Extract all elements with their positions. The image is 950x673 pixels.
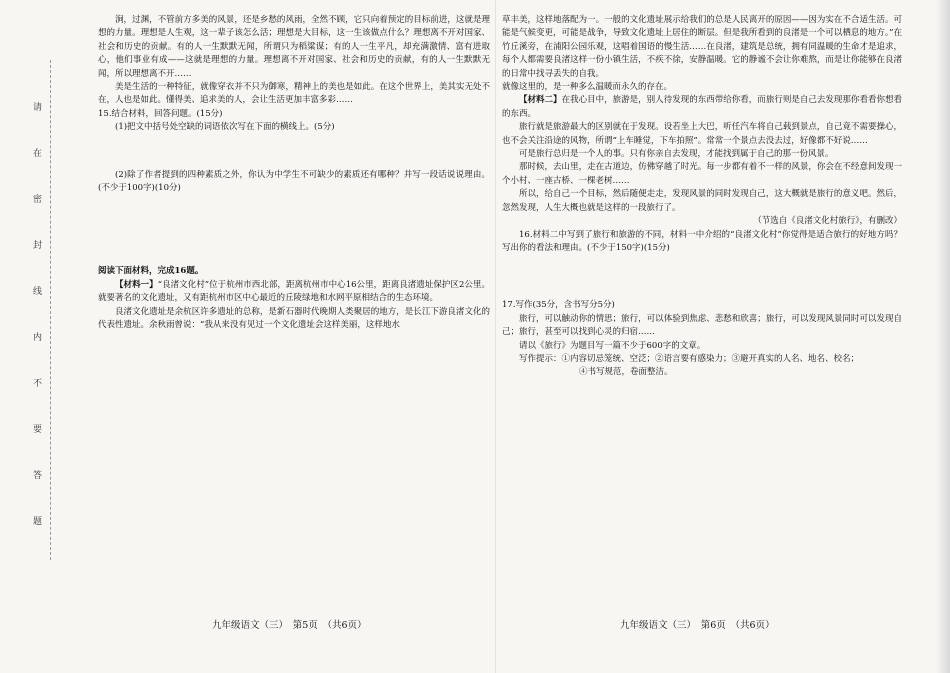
scan-edge — [936, 0, 950, 673]
question-17-hint-1: 写作提示：①内容切忌笼统、空泛；②语言要有感染力；③避开真实的人名、地名、校名； — [519, 353, 860, 364]
answer-space[interactable] — [502, 255, 902, 299]
question-17-hint-2: ④书写规范，卷面整洁。 — [579, 367, 673, 378]
question-15-title: 15.结合材料，回答问题。(15分) — [98, 108, 223, 119]
material-1-label: 【材料一】 — [115, 279, 158, 290]
binding-char: 线 — [33, 287, 43, 297]
binding-margin — [30, 60, 51, 560]
essay-paragraph: 涧，过渊，不管前方多美的风景，还是乡愁的风雨，全然不顾，它只向着预定的目标前进，这就是理想的力量。理想是人生观，这一辈子该怎么活；理想是大目标，这一生该做点什么？理想离不开对国家、社会和历史的贡献。有的人一生默默无闻，所谓只为稻粱谋；有的人一生平凡，却充满激情、富有进取心，他们事业有成——这就是理想的力量。理想离不开对国家、社会和历史的贡献，有的人一生默默无闻，所以理想离不开…… — [98, 15, 490, 79]
page-divider — [495, 0, 496, 673]
question-17-requirement: 请以《旅行》为题目写一篇不少于600字的文章。 — [519, 340, 706, 351]
material-2-paragraph: 那时候，去山里，走在古道边，仿佛穿越了时光。每一步都有着不一样的风景，你会在不经意间发现一个小村、一座古桥、一棵老树…… — [502, 162, 902, 186]
binding-char: 内 — [33, 333, 43, 343]
material-2-paragraph: 可是旅行总归是一个人的事。只有你亲自去发现，才能找到属于自己的那一份风景。 — [519, 149, 834, 160]
reading-title: 阅读下面材料，完成16题。 — [98, 266, 204, 277]
question-15-part-1: (1)把文中括号处空缺的词语依次写在下面的横线上。(5分) — [115, 122, 335, 133]
question-15-part-2: (2)除了作者提到的四种素质之外，你认为中学生不可缺少的素质还有哪种？并写一段话说说理由。(不少于100字)(10分) — [98, 169, 490, 194]
material-2-intro: 在我心目中，旅游是，别人待发现的东西带给你看，而旅行则是自己去发现那你看看你想看的东西。 — [502, 95, 902, 119]
page-5 — [98, 14, 490, 333]
binding-char: 要 — [33, 425, 43, 435]
binding-char: 请 — [33, 103, 43, 113]
question-16: 16.材料二中写到了旅行和旅游的不同，材料一中介绍的“良渚文化村”你觉得是适合旅行的好地方吗？写出你的看法和理由。(不少于150字)(15分) — [502, 229, 902, 253]
question-17-text: 旅行，可以触动你的情思；旅行，可以体验到焦虑、悲愁和欣喜；旅行，可以发现风景同时可以发现自己；旅行，甚至可以找到心灵的归宿…… — [502, 313, 902, 338]
source-note: （节选自《良渚文化村旅行》，有删改） — [753, 216, 902, 227]
answer-space[interactable] — [98, 195, 490, 265]
material-1-end: 就像这里的，是一种多么温暖而永久的存在。 — [502, 82, 673, 93]
binding-char: 封 — [33, 241, 43, 251]
binding-char: 题 — [33, 517, 43, 527]
essay-paragraph: 美是生活的一种特征，就像穿衣并不只为御寒，精神上的美也是如此。在这个世界上，美其实无处不在，人也是如此。懂得美、追求美的人，会让生活更加丰富多彩…… — [98, 82, 490, 106]
binding-char: 答 — [33, 471, 43, 481]
page-6 — [502, 14, 902, 380]
footer-page-5: 九年级语文（三） 第5页 （共6页） — [212, 620, 367, 631]
material-2-paragraph: 所以，给自己一个目标，然后随便走走，发现风景的同时发现自己，这大概就是旅行的意义吧。然后，忽然发现，人生大概也就是这样的一段旅行了。 — [502, 189, 902, 213]
material-1-continued: 草丰美，这样地落配为一。一般的文化遗址展示给我们的总是人民离开的原因——因为实在不合适生活。可能是气候变更，可能是战争，导致文化遗址上居住的断层。但是我所看到的良渚是一个可以栖息的地方。”在竹丘溪旁，在浦阳公园乐观，这唱着国语的慢生活……在良渚，建筑是总统，拥有同温暖的生命才是追求，每个人都需要良渚这样一份小镇生活，不疾不徐，安静温暖。它的静谧不会让你难熬，而是让你能够在良渚的日常中找寻丢失的自我。 — [502, 15, 902, 79]
binding-char: 密 — [33, 195, 43, 205]
answer-space[interactable] — [98, 135, 490, 169]
question-17-title: 17.写作(35分，含书写分5分) — [502, 300, 615, 311]
binding-char: 在 — [33, 149, 43, 159]
binding-char: 不 — [33, 379, 43, 389]
material-2-label: 【材料二】 — [519, 95, 562, 106]
footer-page-6: 九年级语文（三） 第6页 （共6页） — [620, 620, 775, 631]
material-1-text: “良渚文化村”位于杭州市西北部，距离杭州市中心16公里，距离良渚遗址保护区2公里。就要著名的文化遗址，又有距杭州市区中心最近的丘陵绿地和水网平原相结合的生态环境。 — [98, 279, 490, 304]
material-2-paragraph: 旅行就是旅游最大的区别就在于发现。设若坐上大巴，听任汽车将自己载到景点，自己竟不需要操心，也不会关注沿途的风物，所谓“上车睡觉，下车拍照”。常常一个景点去没去过，好像都不好说…… — [502, 122, 902, 146]
material-1-text-2: 良渚文化遗址是余杭区许多遗址的总称，是新石器时代晚期人类聚居的地方，是长江下游良渚文化的代表性遗址。余秋雨曾说：“我从来没有见过一个文化遗址会这样美丽，这样地水 — [98, 306, 490, 331]
